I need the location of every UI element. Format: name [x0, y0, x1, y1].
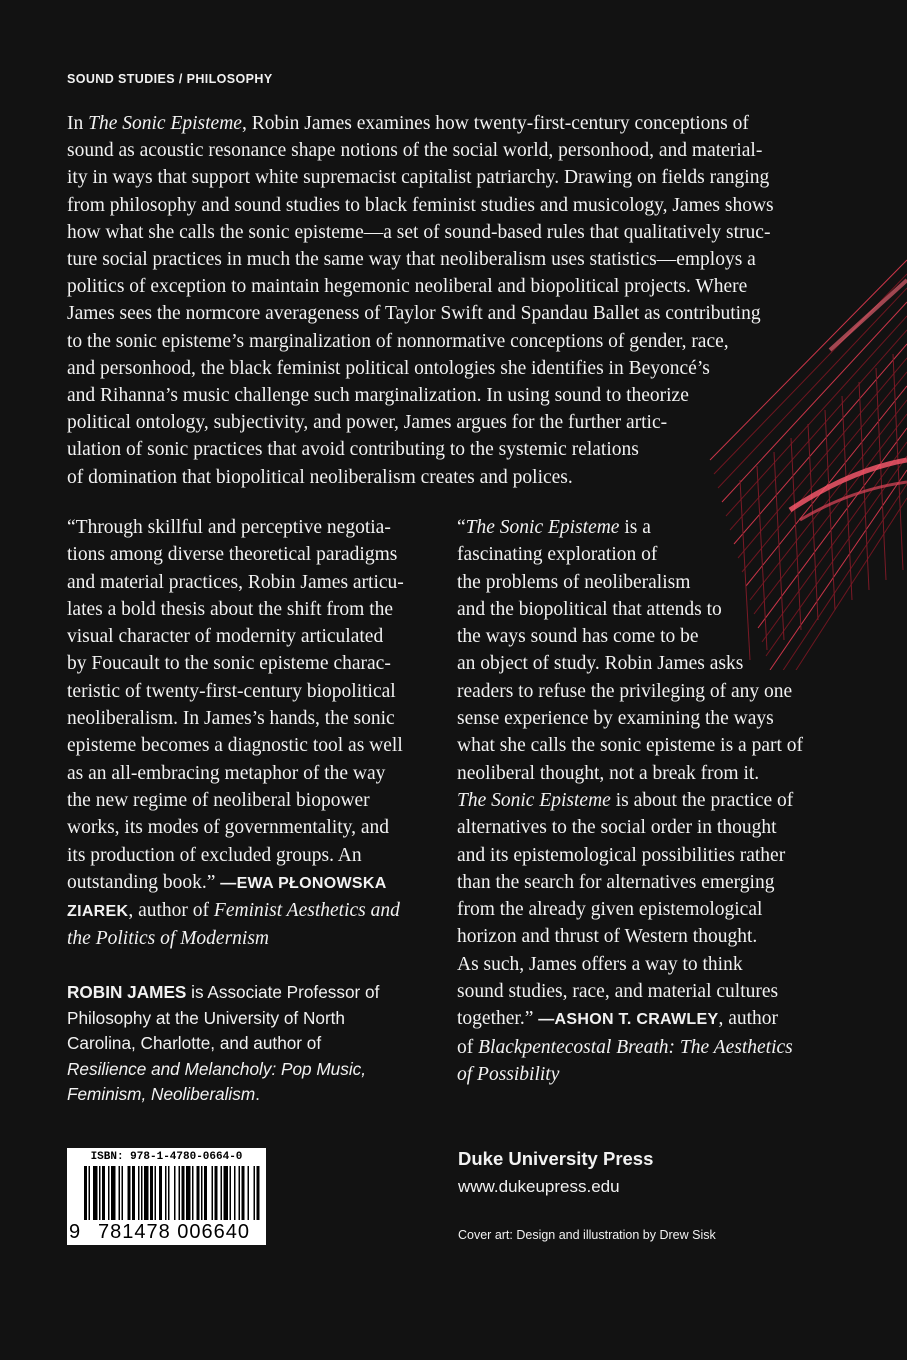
blurb-line: neoliberal thought, not a break from it. [457, 762, 760, 784]
description-line: ulation of sonic practices that avoid contributing to the systemic relations [67, 439, 639, 461]
book-title: The Sonic Episteme [465, 517, 620, 538]
isbn-label: ISBN: 978-1-4780-0664-0 [90, 1151, 243, 1163]
blurb-line: teristic of twenty-first-century biopolitical [67, 680, 396, 702]
description-line: ity in ways that support white supremacist capitalist patriarchy. Drawing on fields ranging [67, 167, 770, 189]
author-book-title: the Politics of Modernism [67, 928, 270, 950]
bio-line: Feminism, Neoliberalism. [67, 1084, 260, 1104]
blurb-line: by Foucault to the sonic episteme charac- [67, 653, 391, 675]
blurb-line: than the search for alternatives emerging [457, 871, 775, 893]
author-bio [67, 980, 447, 1108]
bio-line: Philosophy at the University of North [67, 1007, 345, 1028]
description-line: how what she calls the sonic episteme—a set of sound-based rules that qualitatively struc- [67, 221, 771, 243]
author-book-title: of Possibility [457, 1063, 560, 1085]
description-line: and Rihanna’s music challenge such marginalization. In using sound to theorize [67, 385, 689, 407]
bio-line: Carolina, Charlotte, and author of [67, 1033, 322, 1053]
bio-line: ROBIN JAMES is Associate Professor of [67, 982, 380, 1002]
blurb-line: ZIAREK, author of Feminist Aesthetics and [67, 900, 400, 922]
blurb-line: lates a bold thesis about the shift from the [67, 598, 394, 620]
blurb-line: an object of study. Robin James asks [457, 653, 744, 675]
description-line: and personhood, the black feminist political ontologies she identifies in Beyoncé’s [67, 357, 710, 379]
book-description [67, 110, 847, 491]
blurb-ziarek [67, 514, 447, 953]
publisher-name: Duke University Press [458, 1148, 654, 1169]
book-title: The Sonic Episteme [457, 789, 611, 811]
blurb-line: “The Sonic Episteme is a [457, 517, 651, 538]
blurb-line: alternatives to the social order in thought [457, 817, 777, 839]
blurb-crawley [457, 514, 857, 1088]
ean-first-digit: 9 [69, 1221, 81, 1243]
blurb-line: outstanding book.” —EWA PŁONOWSKA [67, 871, 387, 893]
description-line: political ontology, subjectivity, and power, James argues for the further artic- [67, 412, 668, 434]
bio-book-title: Feminism, Neoliberalism [67, 1084, 256, 1104]
description-line: ture social practices in much the same way that neoliberalism uses statistics—employs a [67, 249, 756, 271]
author-name: ROBIN JAMES [67, 982, 187, 1002]
blurb-line: the problems of neoliberalism [457, 571, 691, 593]
blurb-author: —ASHON T. CRAWLEY [538, 1011, 719, 1029]
blurb-line: what she calls the sonic episteme is a part of [457, 735, 804, 757]
description-line: In The Sonic Episteme, Robin James examines how twenty-first-century conceptions of [67, 113, 749, 134]
blurb-line: and material practices, Robin James articu- [67, 571, 404, 593]
blurb-line: “Through skillful and perceptive negotia- [67, 517, 391, 538]
bio-book-title: Resilience and Melancholy: Pop Music, [67, 1058, 367, 1079]
isbn-barcode [67, 1148, 266, 1245]
description-line: of domination that biopolitical neoliberalism creates and polices. [67, 466, 573, 488]
blurb-line: the new regime of neoliberal biopower [67, 789, 370, 811]
cover-art-credit: Cover art: Design and illustration by Drew Sisk [458, 1228, 716, 1242]
blurb-line: the ways sound has come to be [457, 626, 699, 648]
blurb-line: tions among diverse theoretical paradigms [67, 544, 398, 566]
blurb-line: and its epistemological possibilities rather [457, 844, 786, 866]
author-book-title: Blackpentecostal Breath: The Aesthetics [478, 1036, 793, 1058]
blurb-line: works, its modes of governmentality, and [67, 817, 390, 839]
blurb-line: and the biopolitical that attends to [457, 598, 722, 620]
author-book-title: Feminist Aesthetics and [213, 900, 400, 922]
blurb-line: its production of excluded groups. An [67, 844, 362, 866]
description-line: sound as acoustic resonance shape notions of the social world, personhood, and material- [67, 140, 763, 162]
blurb-author: ZIAREK [67, 903, 129, 921]
blurb-line: sense experience by examining the ways [457, 708, 774, 730]
description-line: James sees the normcore averageness of Taylor Swift and Spandau Ballet as contributing [67, 303, 761, 325]
category-label: SOUND STUDIES / PHILOSOPHY [67, 72, 273, 86]
blurb-line: as an all-embracing metaphor of the way [67, 762, 386, 784]
blurb-line: neoliberalism. In James’s hands, the sonic [67, 708, 395, 730]
blurb-author: —EWA PŁONOWSKA [220, 874, 387, 892]
blurb-line: readers to refuse the privileging of any one [457, 680, 793, 702]
blurb-line: together.” —ASHON T. CRAWLEY, author [457, 1008, 779, 1030]
blurb-line: from the already given epistemological [457, 899, 763, 921]
blurb-line: The Sonic Episteme is about the practice of [457, 789, 794, 811]
description-line: to the sonic episteme’s marginalization of nonnormative conceptions of gender, race, [67, 330, 729, 352]
blurb-line: visual character of modernity articulated [67, 626, 384, 648]
description-line: politics of exception to maintain hegemonic neoliberal and biopolitical projects. Where [67, 276, 748, 298]
publisher-url[interactable]: www.dukeupress.edu [458, 1177, 620, 1196]
blurb-line: episteme becomes a diagnostic tool as well [67, 735, 403, 757]
description-line: from philosophy and sound studies to black feminist studies and musicology, James shows [67, 194, 774, 216]
ean-digits: 781478 006640 [97, 1221, 251, 1243]
blurb-line: sound studies, race, and material cultures [457, 981, 779, 1003]
book-title: The Sonic Episteme [88, 113, 242, 134]
blurb-line: As such, James offers a way to think [457, 953, 743, 975]
blurb-line: of Blackpentecostal Breath: The Aesthetics [457, 1036, 793, 1058]
blurb-line: horizon and thrust of Western thought. [457, 926, 758, 948]
blurb-line: fascinating exploration of [457, 544, 658, 566]
